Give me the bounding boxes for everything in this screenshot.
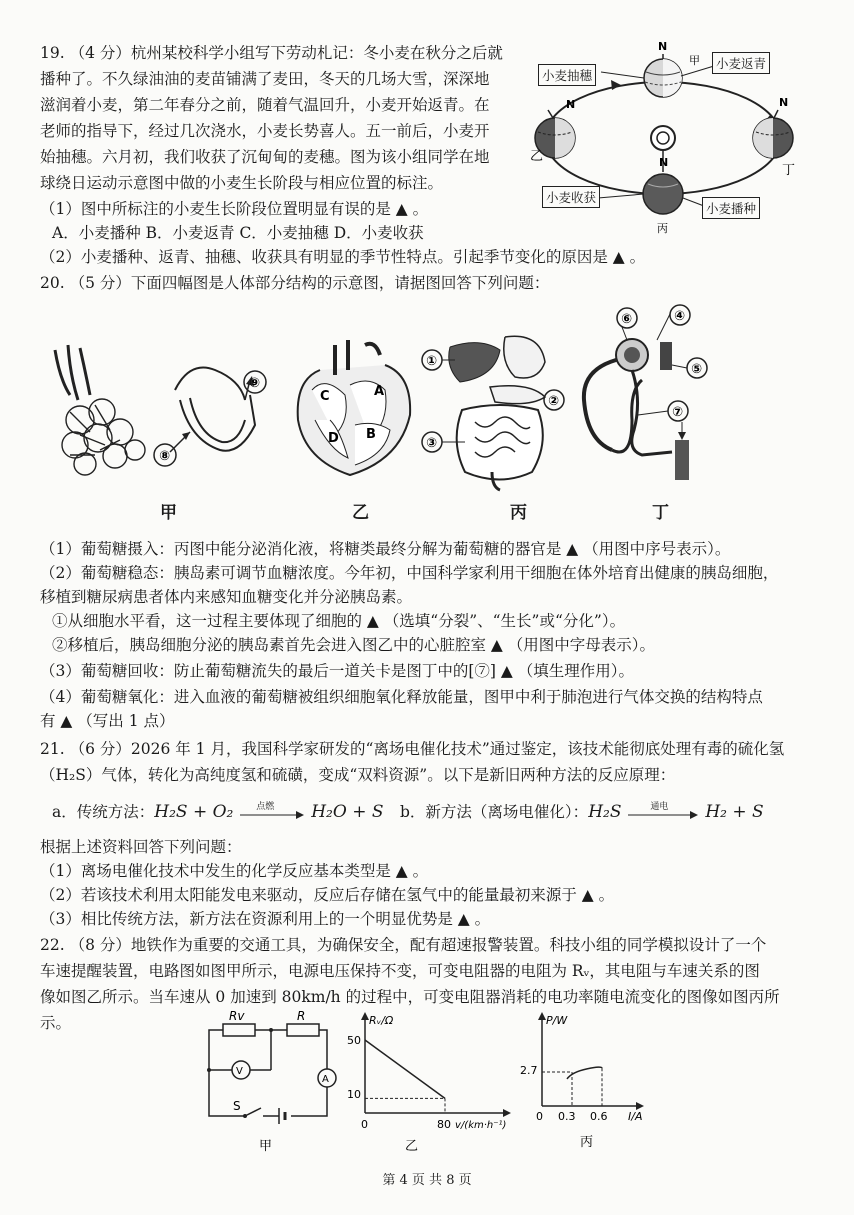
q21-subq-2: （2）若该技术利用太阳能发电来驱动，反应后存储在氢气中的能量最初来源于 ▲ 。 (40, 886, 615, 904)
label-6: ⑥ (621, 312, 633, 327)
caption-ding: 丁 (652, 503, 669, 523)
orbit-label-jia: 甲 (689, 54, 700, 67)
q19-subq-1: （1）图中所标注的小麦生长阶段位置明显有误的是 ▲ 。 (40, 200, 429, 218)
yi-ytick-50: 50 (347, 1034, 361, 1047)
label-rv: Rv (229, 1010, 245, 1023)
heart-A: A (374, 384, 385, 399)
figure-digestive (420, 322, 570, 492)
label-r: R (297, 1010, 306, 1023)
equation-b (400, 800, 764, 822)
callout-shouhuo: 小麦收获 (542, 186, 600, 208)
label-9: ⑨ (249, 376, 261, 391)
label-7: ⑦ (672, 405, 684, 420)
q21-line-1: 21. （6 分）2026 年 1 月，我国科学家研发的“离场电催化技术”通过鉴定，该技术能彻底处理有毒的硫化氢 (40, 740, 785, 758)
q20-subq-4: （4）葡萄糖氧化：进入血液的葡萄糖被组织细胞氧化释放能量，图甲中利于肺泡进行气体交换的结构特点 (40, 688, 763, 706)
q19-line-2: 播种了。不久绿油油的麦苗铺满了麦田，冬天的几场大雪，深深地 (40, 70, 490, 88)
eq-b-left: H₂S (588, 802, 622, 822)
yi-caption: 乙 (405, 1139, 419, 1154)
q19-line-4: 老师的指导下，经过几次浇水，小麦长势喜人。五一前后，小麦开 (40, 122, 490, 140)
ammeter-label: A (322, 1074, 329, 1085)
q22-line-1: 22. （8 分）地铁作为重要的交通工具，为确保安全，配有超速报警装置。科技小组的同学模拟设计了一个 (40, 936, 767, 954)
orbit-label-ding: 丁 (782, 163, 796, 178)
q22-line-4: 示。 (40, 1014, 72, 1032)
yi-ylabel: Rᵥ/Ω (369, 1014, 394, 1027)
yi-xtick-80: 80 (437, 1118, 451, 1131)
n-label-right: N (779, 96, 789, 109)
callout-chousui: 小麦抽穗 (538, 64, 596, 86)
caption-bing: 丙 (510, 503, 527, 523)
q22-line-3: 像如图乙所示。当车速从 0 加速到 80km/h 的过程中，可变电阻器消耗的电功率随电流变化的图像如图丙所 (40, 988, 780, 1006)
eq-a-arrow (238, 802, 306, 821)
heart-C: C (320, 389, 330, 404)
eq-a-left: H₂S + O₂ (154, 802, 234, 822)
q21-intro: 根据上述资料回答下列问题： (40, 838, 242, 856)
eq-a-condition: 点燃 (256, 802, 275, 812)
q20-subq-3: （3）葡萄糖回收：防止葡萄糖流失的最后一道关卡是图丁中的[⑦] ▲ （填生理作用）。 (40, 662, 634, 680)
eq-a-right: H₂O + S (311, 802, 384, 822)
bing-ytick: 2.7 (520, 1064, 538, 1077)
yi-ytick-10: 10 (347, 1088, 361, 1101)
orbit-label-bing: 丙 (657, 222, 668, 235)
q20-subq-2-cont: 移植到糖尿病患者体内来感知血糖变化并分泌胰岛素。 (40, 588, 413, 606)
label-2: ② (548, 394, 560, 409)
switch-label: S (233, 1099, 241, 1113)
figure-heart (290, 340, 420, 480)
voltmeter-label: V (236, 1066, 243, 1077)
q19-options: A．小麦播种 B．小麦返青 C．小麦抽穗 D．小麦收获 (52, 224, 424, 242)
q19-line-5: 始抽穗。六月初，我们收获了沉甸甸的麦穗。图为该小组同学在地 (40, 148, 490, 166)
q20-subq-4-cont: 有 ▲ （写出 1 点） (40, 712, 175, 730)
circuit-caption: 甲 (259, 1139, 273, 1154)
bing-xtick-1: 0.3 (558, 1110, 576, 1123)
q20-subq-2: （2）葡萄糖稳态：胰岛素可调节血糖浓度。今年初，中国科学家利用干细胞在体外培育出健康的胰岛细胞， (40, 564, 779, 582)
eq-b-prefix: b．新方法（离场电催化）： (400, 803, 589, 821)
resistor-r (287, 1024, 319, 1036)
bing-origin: 0 (536, 1110, 543, 1123)
q21-line-2: （H₂S）气体，转化为高纯度氢和硫磺，变成“双料资源”。以下是新旧两种方法的反应原理： (40, 766, 676, 784)
label-1: ① (426, 354, 438, 369)
figure-alveoli (40, 340, 280, 480)
bing-xlabel: I/A (628, 1110, 643, 1123)
n-label-top: N (658, 40, 668, 53)
q19-subq-2: （2）小麦播种、返青、抽穗、收获具有明显的季节性特点。引起季节变化的原因是 ▲ 。 (40, 248, 646, 266)
n-label-left: N (566, 98, 576, 111)
caption-yi: 乙 (352, 503, 369, 523)
eq-b-right: H₂ + S (705, 802, 764, 822)
q22-line-2: 车速提醒装置，电路图如图甲所示，电源电压保持不变，可变电阻器的电阻为 Rᵥ，其电阻与车速关系的图 (40, 962, 760, 980)
graph-power-vs-current (518, 1008, 668, 1158)
page-footer: 第 4 页 共 8 页 (382, 1173, 472, 1188)
heart-D: D (328, 431, 339, 446)
equation-a (52, 800, 384, 822)
figure-nephron (572, 300, 722, 495)
graph-rv-vs-speed (345, 1010, 530, 1160)
yi-origin: 0 (361, 1118, 368, 1131)
heart-B: B (366, 427, 376, 442)
bing-ylabel: P/W (546, 1014, 568, 1027)
eq-b-arrow (626, 802, 700, 821)
n-label-bottom: N (659, 156, 669, 169)
circuit-diagram (195, 1010, 345, 1160)
q20-subq-2-2: ②移植后，胰岛细胞分泌的胰岛素首先会进入图乙中的心脏腔室 ▲ （用图中字母表示）。 (52, 636, 656, 654)
q21-subq-3: （3）相比传统方法，新方法在资源利用上的一个明显优势是 ▲ 。 (40, 910, 491, 928)
q19-line-3: 滋润着小麦，第二年春分之前，随着气温回升，小麦开始返青。在 (40, 96, 490, 114)
yi-xlabel: v/(km·h⁻¹) (455, 1120, 507, 1131)
eq-a-prefix: a．传统方法： (52, 803, 155, 821)
label-5: ⑤ (691, 362, 703, 377)
bing-xtick-2: 0.6 (590, 1110, 608, 1123)
label-8: ⑧ (159, 449, 171, 464)
q19-line-1: 19. （4 分）杭州某校科学小组写下劳动札记：冬小麦在秋分之后就 (40, 44, 503, 62)
label-3: ③ (426, 436, 438, 451)
caption-jia: 甲 (160, 503, 177, 523)
q19-line-6: 球绕日运动示意图中做的小麦生长阶段与相应位置的标注。 (40, 174, 444, 192)
callout-bozhong: 小麦播种 (702, 197, 760, 219)
bing-caption: 丙 (580, 1135, 594, 1150)
q20-subq-1: （1）葡萄糖摄入：丙图中能分泌消化液，将糖类最终分解为葡萄糖的器官是 ▲ （用图中序号表示）。 (40, 540, 731, 558)
rv-series-line (365, 1040, 445, 1098)
label-4: ④ (674, 309, 686, 324)
callout-fanqing: 小麦返青 (712, 52, 770, 74)
q21-subq-1: （1）离场电催化技术中发生的化学反应基本类型是 ▲ 。 (40, 862, 429, 880)
q20-title: 20. （5 分）下面四幅图是人体部分结构的示意图，请据图回答下列问题： (40, 274, 550, 292)
orbit-label-yi: 乙 (530, 149, 544, 164)
resistor-rv (223, 1024, 255, 1036)
eq-b-condition: 通电 (650, 802, 669, 812)
q20-subq-2-1: ①从细胞水平看，这一过程主要体现了细胞的 ▲ （选填“分裂”、“生长”或“分化”）。 (52, 612, 626, 630)
